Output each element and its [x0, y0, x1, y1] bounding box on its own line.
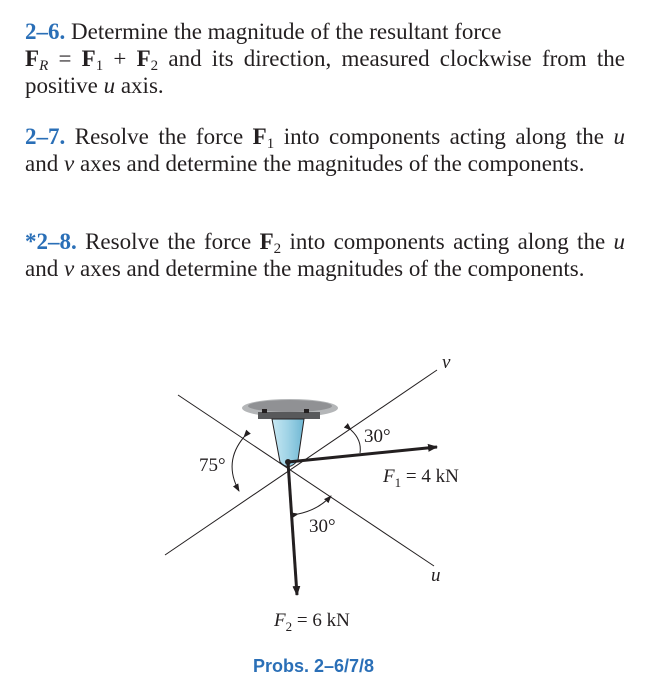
- angle-arc-30-f1: [351, 430, 360, 453]
- problem-number: 2–7.: [25, 124, 66, 149]
- angle-arc-30-f2: [298, 496, 331, 514]
- angle-30-f2-label: 30°: [309, 516, 336, 537]
- v-axis-label: v: [442, 352, 451, 373]
- u-axis-label: u: [431, 565, 441, 586]
- force-f2-arrow: [288, 462, 297, 595]
- problem-2-8: *2–8. Resolve the force $F_2$ into components acting along the u and v axes and determine the magnitudes of the components.: [25, 229, 626, 281]
- problem-number: 2–6.: [25, 19, 66, 44]
- force-f2-label: $F_2 = 6$ kN: [274, 610, 350, 634]
- problem-2-6: 2–6. Determine the magnitude of the resultant force $F_R = F_1 + F_2$ and its direction, measured clockwise from the positive u axis.: [25, 19, 625, 98]
- force-f1-arrow: [288, 447, 437, 462]
- angle-30-f1-label: 30°: [364, 426, 391, 447]
- problem-2-7: 2–7. Resolve the force $F_1$ into components acting along the u and v axes and determine the magnitudes of the components.: [25, 124, 626, 176]
- angle-75-label: 75°: [199, 455, 226, 476]
- problem-number: *2–8.: [25, 229, 77, 254]
- angle-arc-75: [232, 437, 244, 491]
- force-f1-label: $F_1 = 4$ kN: [383, 466, 459, 490]
- bracket: [258, 409, 320, 467]
- figure-caption: Probs. 2–6/7/8: [253, 656, 375, 676]
